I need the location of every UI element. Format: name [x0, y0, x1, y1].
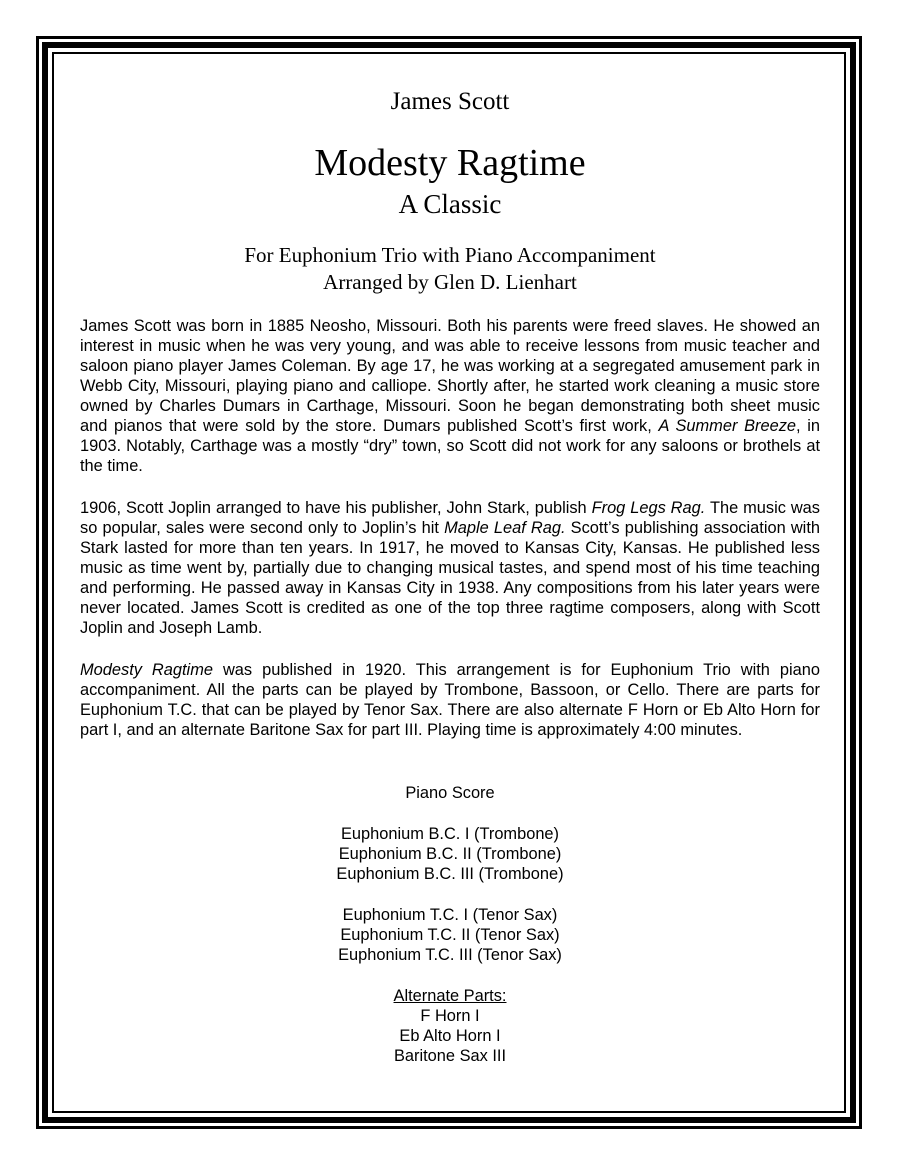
work-title: Maple Leaf Rag.	[444, 519, 566, 537]
work-title: A Summer Breeze	[658, 417, 797, 435]
paragraph-text: James Scott was born in 1885 Neosho, Missouri. Both his parents were freed slaves. He showed an interest in music when he was very young, and was able to receive lessons from music teacher and saloon piano player James Coleman. By age 17, he was working at a segregated amusement park in Webb City, Missouri, playing piano and calliope. Shortly after, he started work cleaning a music store owned by Charles Dumars in Carthage, Missouri. Soon he began demonstrating both sheet music and pianos that were sold by the store. Dumars published Scott’s first work,	[80, 317, 820, 435]
arrangement-paragraph	[80, 660, 820, 740]
part-item: Euphonium T.C. I (Tenor Sax)	[342, 906, 558, 924]
part-item: Eb Alto Horn I	[399, 1027, 501, 1045]
work-title: Frog Legs Rag.	[591, 499, 706, 517]
alternate-parts-heading: Alternate Parts:	[393, 987, 507, 1005]
piece-title: Modesty Ragtime	[314, 142, 586, 184]
biography-paragraph-1	[80, 316, 820, 476]
paragraph-text: The music was so popular, sales were second only to Joplin’s hit	[80, 499, 820, 537]
work-title: Modesty Ragtime	[80, 661, 213, 679]
piece-subtitle: A Classic	[398, 189, 502, 219]
part-item: Euphonium T.C. II (Tenor Sax)	[340, 926, 560, 944]
part-item: F Horn I	[420, 1007, 480, 1025]
paragraph-text: was published in 1920. This arrangement is for Euphonium Trio with piano accompaniment. All the parts can be played by Trombone, Bassoon, or Cello. There are parts for Euphonium T.C. that can be played by Tenor Sax. There are also alternate F Horn or Eb Alto Horn for part I, and an alternate Baritone Sax for part III. Playing time is approximately 4:00 minutes.	[80, 661, 820, 739]
part-item: Euphonium B.C. I (Trombone)	[340, 825, 560, 843]
part-item: Euphonium B.C. III (Trombone)	[336, 865, 564, 883]
part-item: Baritone Sax III	[393, 1047, 507, 1065]
instrumentation-line: For Euphonium Trio with Piano Accompaniment	[244, 243, 656, 267]
paragraph-text: , in 1903. Notably, Carthage was a mostly “dry” town, so Scott did not work for any saloons or brothels at the time.	[80, 417, 821, 475]
paragraph-text: 1906, Scott Joplin arranged to have his publisher, John Stark, publish	[80, 499, 592, 517]
composer-name: James Scott	[390, 88, 510, 115]
biography-paragraph-2	[80, 498, 820, 638]
part-item: Euphonium T.C. III (Tenor Sax)	[338, 946, 562, 964]
parts-list	[0, 783, 900, 1066]
part-item: Euphonium B.C. II (Trombone)	[338, 845, 562, 863]
paragraph-text: Scott’s publishing association with Stark lasted for more than ten years. In 1917, he moved to Kansas City, Kansas. He published less music as time went by, partially due to changing musical tastes, and spend most of his time teaching and performing. He passed away in Kansas City in 1938. Any compositions from his later years were never located. James Scott is credited as one of the top three ragtime composers, along with Scott Joplin and Joseph Lamb.	[80, 519, 820, 637]
part-piano-score: Piano Score	[405, 784, 495, 802]
arranger-line: Arranged by Glen D. Lienhart	[323, 270, 577, 294]
